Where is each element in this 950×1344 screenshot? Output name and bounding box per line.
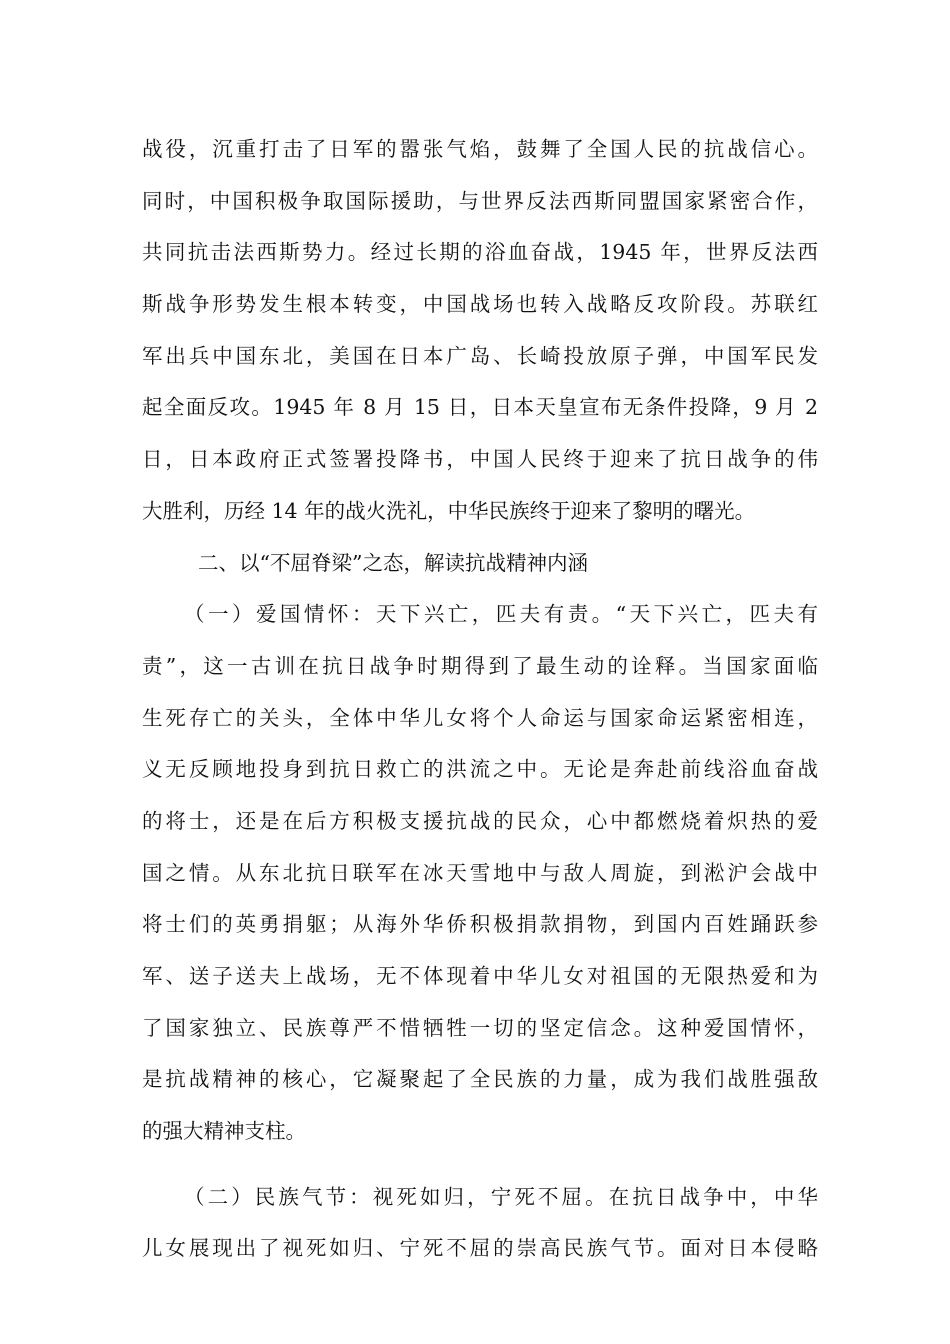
text-line: 是抗战精神的核心，它凝聚起了全民族的力量，成为我们战胜强敌 bbox=[142, 1067, 818, 1092]
paragraph-patriotism bbox=[142, 589, 818, 1158]
text-line: 的强大精神支柱。 bbox=[142, 1119, 306, 1144]
text-line: （二）民族气节：视死如归，宁死不屈。在抗日战争中，中华 bbox=[184, 1184, 818, 1209]
text-line: 的将士，还是在后方积极支援抗战的民众，心中都燃烧着炽热的爱 bbox=[142, 808, 818, 833]
text-line: 共同抗击法西斯势力。经过长期的浴血奋战，1945 年，世界反法西 bbox=[142, 240, 818, 265]
text-line: 斯战争形势发生根本转变，中国战场也转入战略反攻阶段。苏联红 bbox=[142, 292, 818, 317]
text-line: 军出兵中国东北，美国在日本广岛、长崎投放原子弹，中国军民发 bbox=[142, 343, 818, 368]
text-line: 起全面反攻。1945 年 8 月 15 日，日本天皇宣布无条件投降，9 月 2 bbox=[142, 395, 818, 420]
text-line: 大胜利，历经 14 年的战火洗礼，中华民族终于迎来了黎明的曙光。 bbox=[142, 498, 756, 523]
text-line: 军、送子送夫上战场，无不体现着中华儿女对祖国的无限热爱和为 bbox=[142, 964, 818, 988]
text-line: 日，日本政府正式签署投降书，中国人民终于迎来了抗日战争的伟 bbox=[142, 447, 818, 472]
text-line: 责”，这一古训在抗日战争时期得到了最生动的诠释。当国家面临 bbox=[142, 653, 818, 678]
text-line: 国之情。从东北抗日联军在冰天雪地中与敌人周旋，到淞沪会战中 bbox=[142, 860, 818, 885]
paragraph-integrity bbox=[142, 1172, 818, 1275]
text-line: 战役，沉重打击了日军的嚣张气焰，鼓舞了全国人民的抗战信心。 bbox=[142, 137, 818, 161]
text-line: 义无反顾地投身到抗日救亡的洪流之中。无论是奔赴前线浴血奋战 bbox=[142, 757, 818, 782]
text-line: 将士们的英勇捐躯；从海外华侨积极捐款捐物，到国内百姓踊跃参 bbox=[142, 912, 818, 937]
text-line: 了国家独立、民族尊严不惜牺牲一切的坚定信念。这种爱国情怀， bbox=[142, 1015, 818, 1040]
text-line: 儿女展现出了视死如归、宁死不屈的崇高民族气节。面对日本侵略 bbox=[142, 1236, 818, 1261]
document-body bbox=[142, 124, 818, 1275]
text-line: 生死存亡的关头，全体中华儿女将个人命运与国家命运紧密相连， bbox=[142, 705, 818, 730]
text-line: 同时，中国积极争取国际援助，与世界反法西斯同盟国家紧密合作， bbox=[142, 188, 818, 213]
text-line: （一）爱国情怀：天下兴亡，匹夫有责。“天下兴亡，匹夫有 bbox=[184, 602, 818, 627]
paragraph-spacer bbox=[142, 1158, 818, 1172]
section-heading: 二、以“不屈脊梁”之态，解读抗战精神内涵 bbox=[198, 550, 588, 575]
paragraph-continuation bbox=[142, 124, 818, 538]
